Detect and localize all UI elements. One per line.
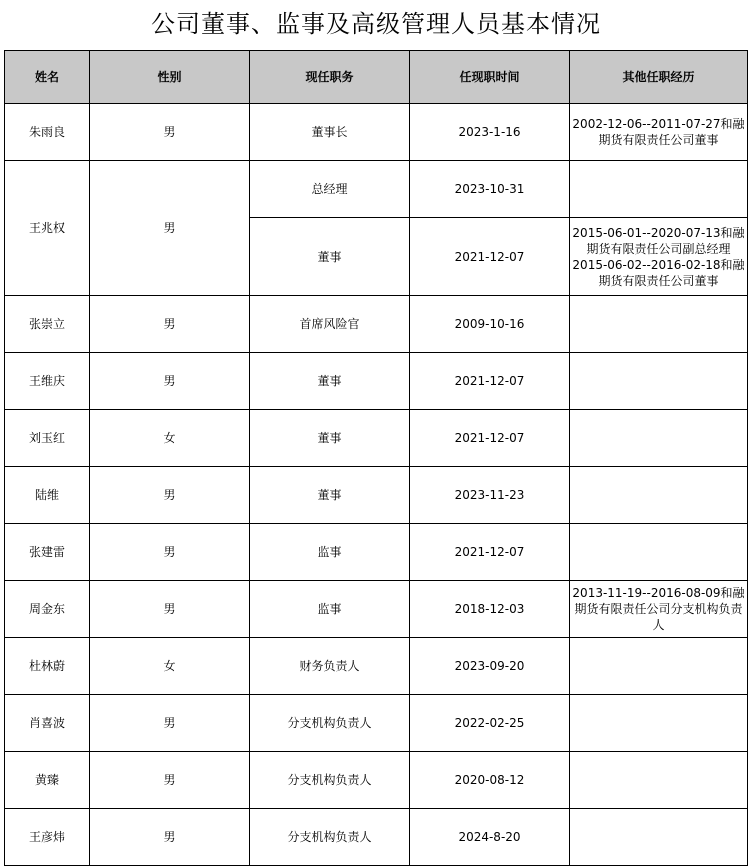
cell-history xyxy=(570,695,748,752)
cell-position: 董事 xyxy=(250,410,410,467)
history-line: 2013-11-19--2016-08-09和融期货有限责任公司分支机构负责人 xyxy=(572,586,745,632)
cell-position: 董事 xyxy=(250,467,410,524)
cell-date: 2020-08-12 xyxy=(410,752,570,809)
header-position: 现任职务 xyxy=(250,51,410,104)
cell-name: 张崇立 xyxy=(5,296,90,353)
cell-name: 张建雷 xyxy=(5,524,90,581)
cell-date: 2022-02-25 xyxy=(410,695,570,752)
cell-position: 董事 xyxy=(250,353,410,410)
table-header-row xyxy=(5,51,748,104)
cell-name: 肖喜波 xyxy=(5,695,90,752)
table-row xyxy=(5,752,748,809)
cell-position: 监事 xyxy=(250,524,410,581)
cell-date: 2021-12-07 xyxy=(410,353,570,410)
header-gender: 性别 xyxy=(90,51,250,104)
page-title: 公司董事、监事及高级管理人员基本情况 xyxy=(151,10,601,38)
cell-position: 分支机构负责人 xyxy=(250,809,410,866)
cell-gender: 男 xyxy=(90,581,250,638)
cell-name: 刘玉红 xyxy=(5,410,90,467)
table-row xyxy=(5,638,748,695)
cell-position: 首席风险官 xyxy=(250,296,410,353)
cell-gender: 男 xyxy=(90,695,250,752)
cell-gender: 女 xyxy=(90,638,250,695)
cell-date: 2024-8-20 xyxy=(410,809,570,866)
cell-date: 2023-10-31 xyxy=(410,161,570,218)
cell-name: 王彦炜 xyxy=(5,809,90,866)
table-row xyxy=(5,296,748,353)
cell-history xyxy=(570,752,748,809)
table-row xyxy=(5,524,748,581)
cell-name: 黄臻 xyxy=(5,752,90,809)
cell-name: 陆维 xyxy=(5,467,90,524)
cell-history xyxy=(570,104,748,161)
cell-position: 分支机构负责人 xyxy=(250,752,410,809)
table-row xyxy=(5,467,748,524)
cell-history xyxy=(570,296,748,353)
cell-gender: 男 xyxy=(90,161,250,296)
table-row xyxy=(5,353,748,410)
table-row xyxy=(5,104,748,161)
cell-gender: 男 xyxy=(90,296,250,353)
personnel-table xyxy=(4,50,748,866)
cell-name: 周金东 xyxy=(5,581,90,638)
table-row xyxy=(5,581,748,638)
cell-gender: 男 xyxy=(90,353,250,410)
history-line: 2002-12-06--2011-07-27和融期货有限责任公司董事 xyxy=(572,117,745,147)
cell-name: 王维庆 xyxy=(5,353,90,410)
header-history: 其他任职经历 xyxy=(570,51,748,104)
cell-date: 2021-12-07 xyxy=(410,524,570,581)
cell-date: 2023-09-20 xyxy=(410,638,570,695)
history-line: 2015-06-01--2020-07-13和融期货有限责任公司副总经理 xyxy=(572,225,745,256)
cell-position: 财务负责人 xyxy=(250,638,410,695)
cell-gender: 男 xyxy=(90,809,250,866)
cell-history xyxy=(570,638,748,695)
table-row xyxy=(5,410,748,467)
cell-date: 2021-12-07 xyxy=(410,218,570,296)
cell-history xyxy=(570,353,748,410)
cell-date: 2021-12-07 xyxy=(410,410,570,467)
cell-gender: 女 xyxy=(90,410,250,467)
table-row xyxy=(5,695,748,752)
cell-history xyxy=(570,809,748,866)
cell-gender: 男 xyxy=(90,104,250,161)
cell-position: 监事 xyxy=(250,581,410,638)
cell-history xyxy=(570,467,748,524)
cell-name: 朱雨良 xyxy=(5,104,90,161)
cell-position: 总经理 xyxy=(250,161,410,218)
header-name: 姓名 xyxy=(5,51,90,104)
cell-history xyxy=(570,161,748,218)
cell-history xyxy=(570,410,748,467)
cell-gender: 男 xyxy=(90,467,250,524)
cell-date: 2023-1-16 xyxy=(410,104,570,161)
cell-position: 董事长 xyxy=(250,104,410,161)
history-line: 2015-06-02--2016-02-18和融期货有限责任公司董事 xyxy=(572,257,745,288)
cell-gender: 男 xyxy=(90,524,250,581)
cell-position: 分支机构负责人 xyxy=(250,695,410,752)
cell-date: 2018-12-03 xyxy=(410,581,570,638)
cell-gender: 男 xyxy=(90,752,250,809)
cell-history xyxy=(570,581,748,638)
cell-date: 2009-10-16 xyxy=(410,296,570,353)
header-date: 任现职时间 xyxy=(410,51,570,104)
cell-position: 董事 xyxy=(250,218,410,296)
table-row xyxy=(5,809,748,866)
cell-name: 杜林蔚 xyxy=(5,638,90,695)
cell-history xyxy=(570,218,748,296)
cell-name: 王兆权 xyxy=(5,161,90,296)
cell-date: 2023-11-23 xyxy=(410,467,570,524)
table-row xyxy=(5,161,748,218)
cell-history xyxy=(570,524,748,581)
